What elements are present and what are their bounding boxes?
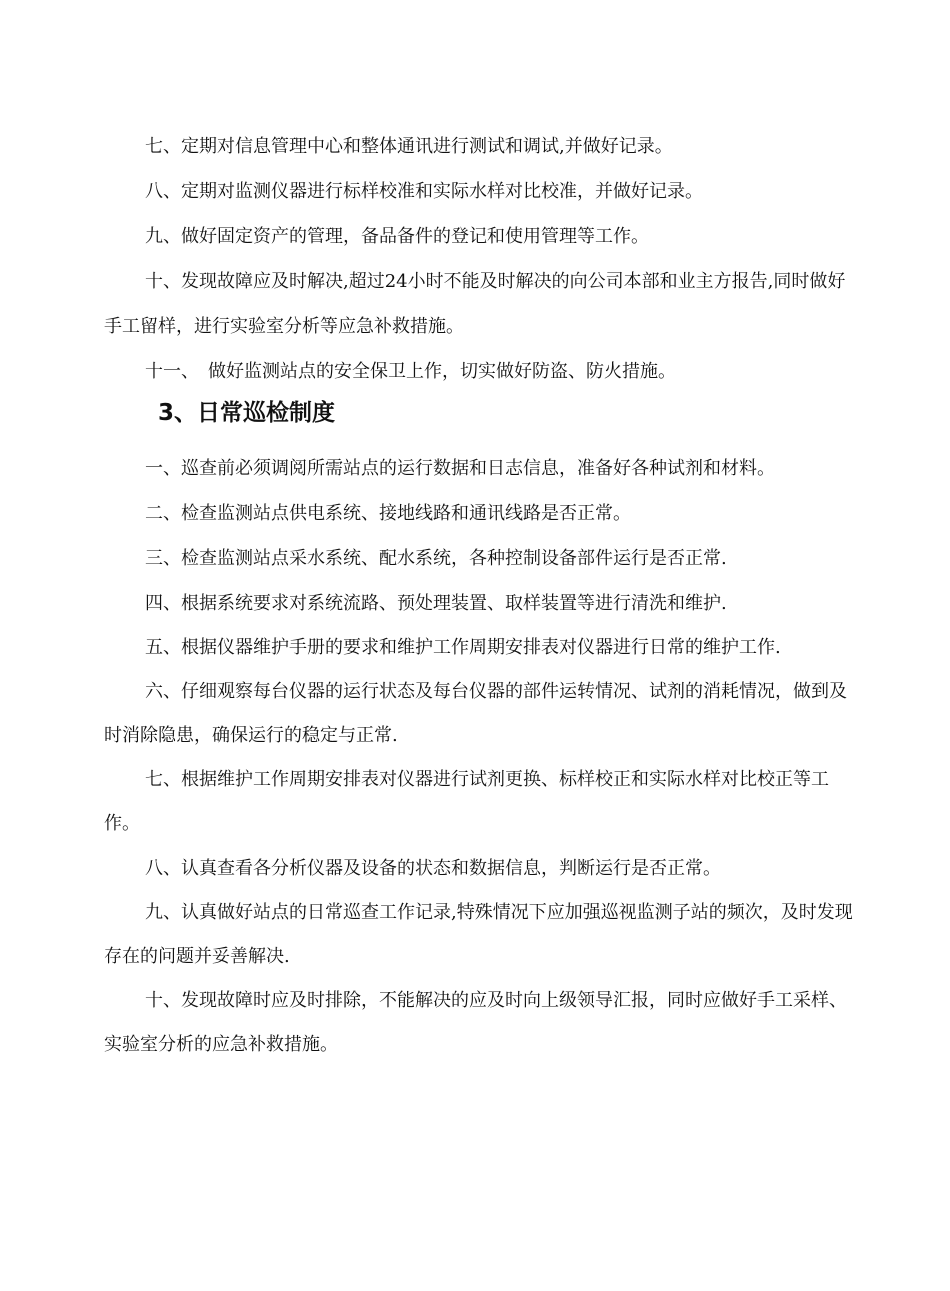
- item-11: 十一、 做好监测站点的安全保卫上作，切实做好防盗、防火措施。: [145, 361, 676, 382]
- routine-item-9: 九、认真做好站点的日常巡查工作记录,特殊情况下应加强巡视监测子站的频次，及时发现存在的问题并妥善解决.: [104, 902, 853, 967]
- item-8: 八、定期对监测仪器进行标样校准和实际水样对比校准，并做好记录。: [145, 181, 703, 202]
- routine-item-6: 六、仔细观察每台仪器的运行状态及每台仪器的部件运转情况、试剂的消耗情况，做到及时消除隐患，确保运行的稳定与正常.: [104, 681, 847, 746]
- document-body: [104, 124, 856, 1067]
- routine-item-10: 十、发现故障时应及时排除，不能解决的应及时向上级领导汇报，同时应做好手工采样、实验室分析的应急补救措施。: [104, 990, 847, 1055]
- routine-item-1: 一、巡查前必须调阅所需站点的运行数据和日志信息，准备好各种试剂和材料。: [145, 458, 775, 479]
- routine-item-2: 二、检查监测站点供电系统、接地线路和通讯线路是否正常。: [145, 503, 631, 524]
- section-heading-routine-inspection: 3、日常巡检制度: [158, 400, 336, 426]
- routine-item-4: 四、根据系统要求对系统流路、预处理装置、取样装置等进行清洗和维护.: [145, 593, 727, 614]
- section-previous-items: [104, 124, 856, 394]
- routine-item-5: 五、根据仪器维护手册的要求和维护工作周期安排表对仪器进行日常的维护工作.: [145, 637, 781, 658]
- routine-item-8: 八、认真查看各分析仪器及设备的状态和数据信息，判断运行是否正常。: [145, 858, 721, 879]
- item-9: 九、做好固定资产的管理，备品备件的登记和使用管理等工作。: [145, 226, 649, 247]
- item-10: 十、发现故障应及时解决,超过24小时不能及时解决的向公司本部和业主方报告,同时做好手工留样，进行实验室分析等应急补救措施。: [104, 271, 846, 337]
- section-routine-inspection-items: [104, 446, 856, 1067]
- routine-item-7: 七、根据维护工作周期安排表对仪器进行试剂更换、标样校正和实际水样对比校正等工作。: [104, 769, 829, 834]
- item-7: 七、定期对信息管理中心和整体通讯进行测试和调试,并做好记录。: [145, 136, 673, 157]
- routine-item-3: 三、检查监测站点采水系统、配水系统，各种控制设备部件运行是否正常.: [145, 548, 727, 569]
